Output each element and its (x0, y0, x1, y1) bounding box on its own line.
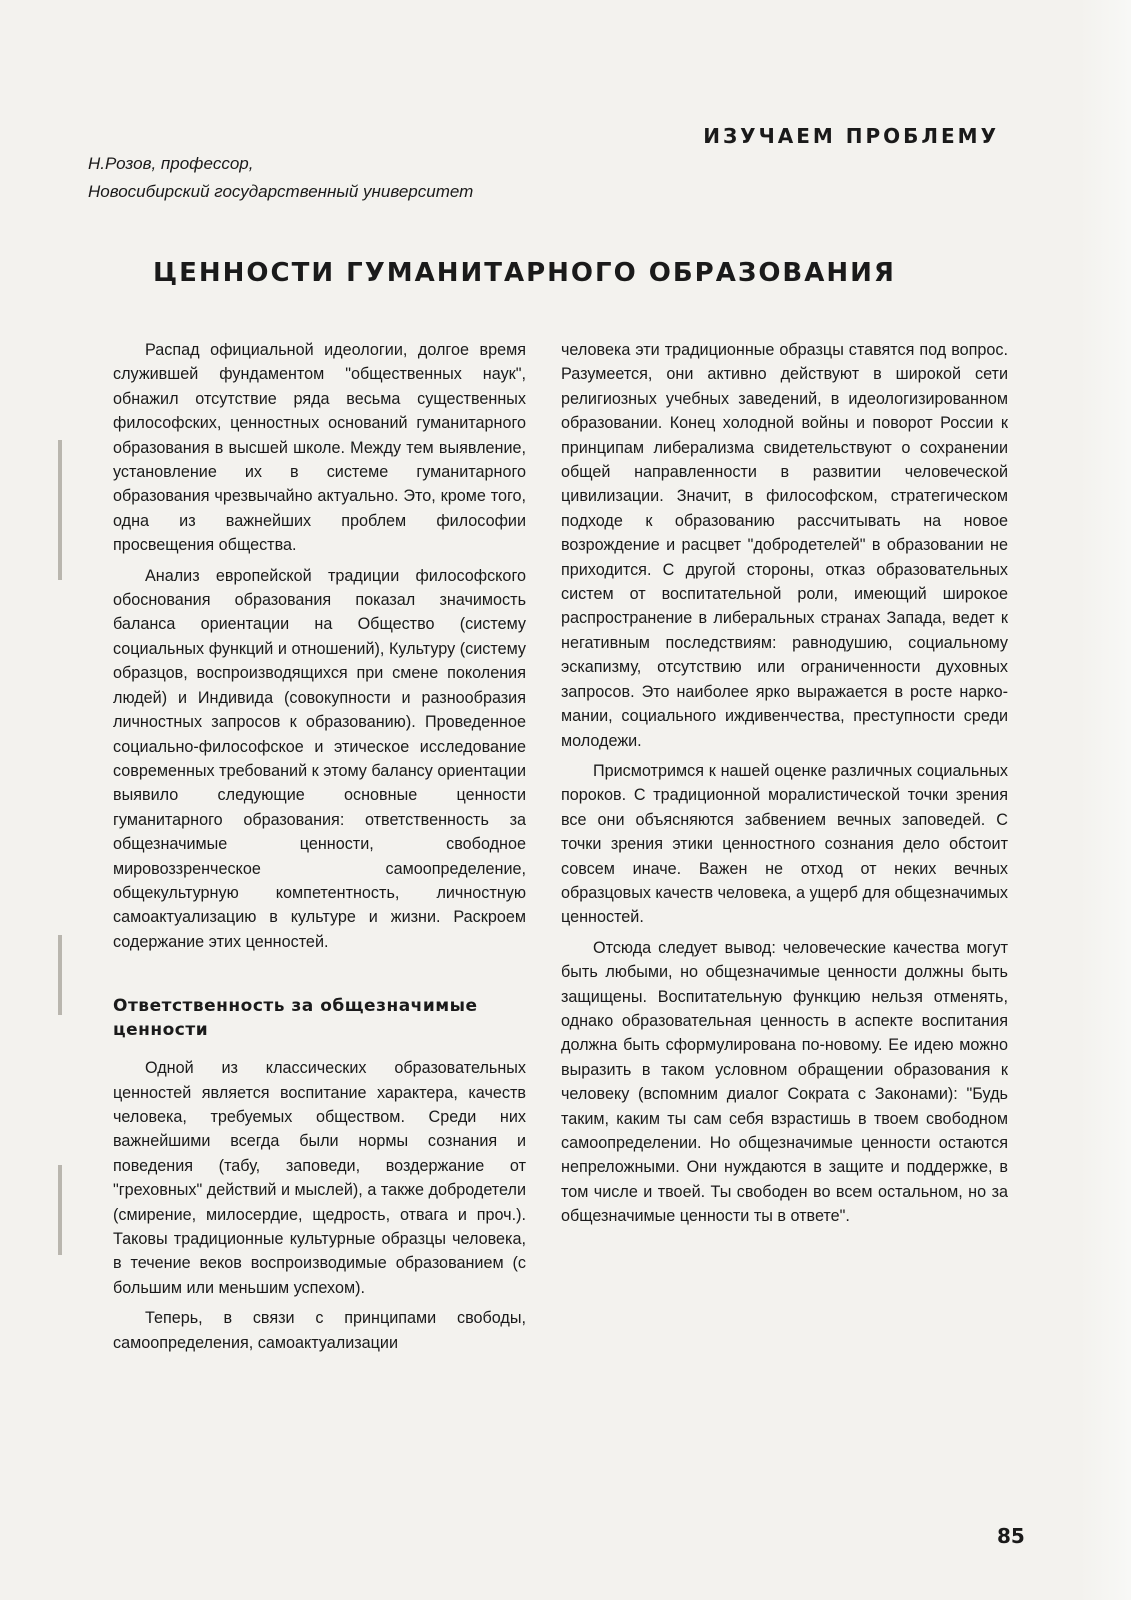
paragraph: Теперь, в связи с принципами свободы, самоопределения, самоактуализации (113, 1309, 526, 1352)
section-heading: Ответственность за общезначимые ценности (113, 996, 478, 1041)
section-rubric: ИЗУЧАЕМ ПРОБЛЕМУ (703, 124, 999, 148)
paragraph: Отсюда следует вывод: человеческие качества могут быть любыми, но общезначимые ценности должны быть защищены. Воспитательную функцию нельзя отменять, однако образовательная ценность в аспекте воспитания должна быть сформулирована по-новому. Ее идею можно выразить в таком условном обращении образования к человеку (вспомним диалог Сократа с Законами): "Будь таким, каким ты сам себя взрастишь в твоем свободном самоопределении. Но общезначимые ценности остаются непреложными. Они нуждаются в защите и поддержке, в том числе и твоей. Ты свободен во всем остальном, но за общезначимые ценности ты в ответе". (561, 938, 1008, 1226)
author-name: Н.Розов, профессор, (88, 154, 254, 173)
left-column (113, 338, 526, 1355)
binding-shadow (58, 1165, 62, 1255)
article-title: ЦЕННОСТИ ГУМАНИТАРНОГО ОБРАЗОВАНИЯ (153, 258, 896, 288)
paragraph: Одной из классических образовательных ценностей является воспитание характера, качеств человека, требуемых обществом. Среди них важнейшими всегда были нормы сознания и поведения (табу, заповеди, воздержание от "греховных" действий и мыслей), а также добродетели (смирение, милосердие, щедрость, отвага и проч.). Таковы традиционные культурные образцы человека, в течение веков воспроизводимые образованием (с большим или меньшим успехом). (113, 1059, 526, 1297)
author-block (88, 150, 473, 206)
paragraph: Распад официальной идеологии, долгое время служившей фундаментом "общественных наук", обнажил отсутствие ряда весьма существенных философских, ценностных оснований гуманитарного образования в высшей школе. Между тем выявление, установление их в системе гуманитарного образования чрезвычайно актуально. Это, кроме того, одна из важнейших проблем философии просвещения общества. (113, 341, 526, 555)
page-number: 85 (997, 1524, 1025, 1548)
paragraph: Анализ европейской традиции философского обоснования образования показал значимость баланса ориентации на Общество (систему социальных функций и отношений), Культуру (систему образцов, воспроизводящихся при смене поколения людей) и Индивида (совокупности и разнообразия личностных запросов к образованию). Проведенное социально-философское и этическое исследование современных требований к этому балансу ориентации выявило следующие основные ценности гуманитарного образования: ответственность за общезначимые ценности, свободное мировоззренческое самоопределение, общекультурную компетентность, личностную самоактуализацию в культуре и жизни. Раскроем содержание этих ценностей. (113, 566, 526, 951)
paragraph: Присмотримся к нашей оценке различных социальных пороков. С традиционной моралистической точки зрения все они объясняются забвением вечных заповедей. С точки зрения этики ценностного сознания дело обстоит совсем иначе. Важен не отход от неких вечных образцовых качеств человека, а ущерб для общезначимых ценностей. (561, 761, 1009, 927)
binding-shadow (58, 935, 62, 1015)
author-affiliation: Новосибирский государственный университет (88, 182, 474, 201)
page-edge (1079, 0, 1131, 1600)
right-column (561, 338, 1008, 1229)
binding-shadow (58, 440, 62, 580)
paragraph: человека эти традиционные образцы ставятся под вопрос. Разумеется, они активно действуют в широкой сети религиозных учебных заведений, в идеологизированном образовании. Конец холодной войны и поворот России к принципам либерализма свидетельствуют о сохранении общей направленности в развитии человеческой цивилизации. Значит, в философском, стратегическом подходе к образованию рассчитывать на новое возрождение и расцвет "добродетелей" в образовании не приходится. С другой стороны, отказ образовательных систем от воспитательной роли, имеющий широкое распространение в либеральных странах Запада, ведет к негативным последствиям: равнодушию, социальному эскапизму, отсутствию или ограниченности духовных запросов. Это наиболее ярко выражается в росте наркомании, социального иждивенчества, преступности среди молодежи. (561, 341, 1008, 750)
